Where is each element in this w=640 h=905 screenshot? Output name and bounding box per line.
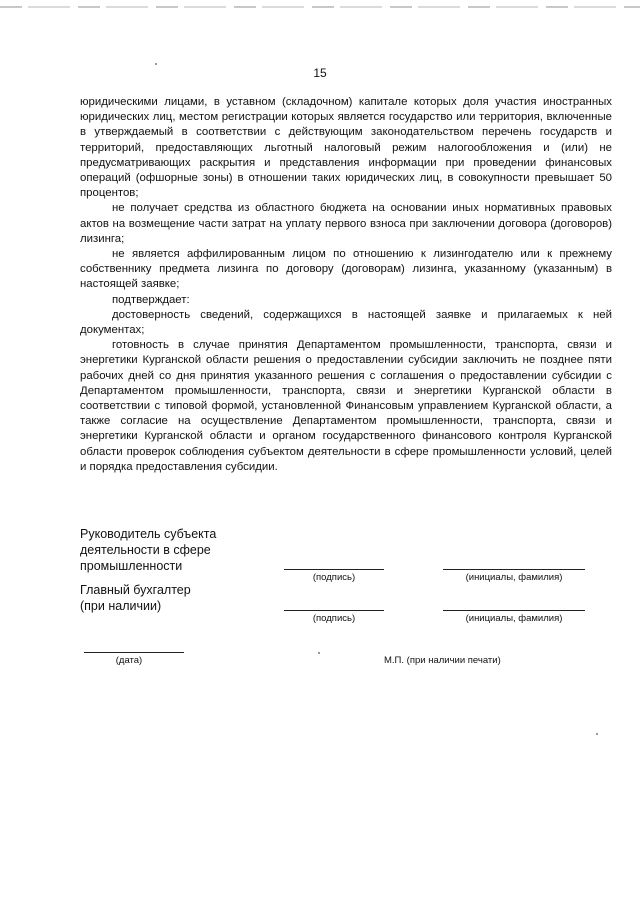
accountant-signatory-label: Главный бухгалтер (при наличии) <box>80 583 191 613</box>
head-name-caption: (инициалы, фамилия) <box>465 572 563 583</box>
head-signature-caption: (подпись) <box>312 572 356 583</box>
paragraph-accuracy: достоверность сведений, содержащихся в настоящей заявке и прилагаемых к ней документах; <box>80 308 612 337</box>
page-number: 15 <box>313 66 327 80</box>
head-signatory-label: Руководитель субъекта деятельности в сфере промышленности <box>80 527 217 573</box>
paragraph-readiness: готовность в случае принятия Департаментом промышленности, транспорта, связи и энергетики Курганской области решения о предоставлении субсидии заключить не позднее пяти рабочих дней со дня принятия указанного решения с соглашения о предоставлении субсидии с Департаментом промышленности, транспорта, связи и энергетики Курганской области в соответствии с типовой формой, установленной Финансовым управлением Курганской области, а также согласие на осуществление Департаментом промышленности, транспорта, связи и энергетики Курганской области и органом государственного финансового контроля Курганской области проверок соблюдения субъектом деятельности в сфере промышленности условий, целей и порядка предоставления субсидии. <box>80 339 612 473</box>
scan-speck <box>596 733 598 735</box>
head-signature-line <box>284 569 384 570</box>
scan-speck <box>155 63 157 65</box>
head-name-line <box>443 569 585 570</box>
paragraph-not-affiliated: не является аффилированным лицом по отношению к лизингодателю или к прежнему собственнику предмета лизинга по договору (договорам) лизинга, указанному (указанным) в настоящей заявке; <box>80 248 612 291</box>
paragraph-offshore: юридическими лицами, в уставном (складочном) капитале которых доля участия иностранных юридических лиц, местом регистрации которых является государство или территория, включенные в утверждаемый в соответствии с действующим законодательством перечень государств и территорий, предоставляющих льготный налоговый режим налогообложения и (или) не предусматривающих раскрытия и представления информации при проведении финансовых операций (офшорные зоны) в отношении таких юридических лиц, в совокупности превышает 50 процентов; <box>80 96 612 200</box>
date-caption: (дата) <box>115 655 143 666</box>
paragraph-confirms: подтверждает: <box>112 293 190 306</box>
accountant-signature-caption: (подпись) <box>312 613 356 624</box>
accountant-signature-line <box>284 610 384 611</box>
date-line <box>84 652 184 653</box>
scan-speck <box>318 652 320 654</box>
accountant-name-caption: (инициалы, фамилия) <box>465 613 563 624</box>
stamp-caption: М.П. (при наличии печати) <box>384 655 501 666</box>
scan-artifact-line <box>0 6 640 8</box>
paragraph-no-budget-funds: не получает средства из областного бюджета на основании иных нормативных правовых актов на возмещение части затрат на уплату первого взноса при заключении договора (договоров) лизинга; <box>80 202 612 245</box>
accountant-name-line <box>443 610 585 611</box>
document-body <box>80 95 612 475</box>
